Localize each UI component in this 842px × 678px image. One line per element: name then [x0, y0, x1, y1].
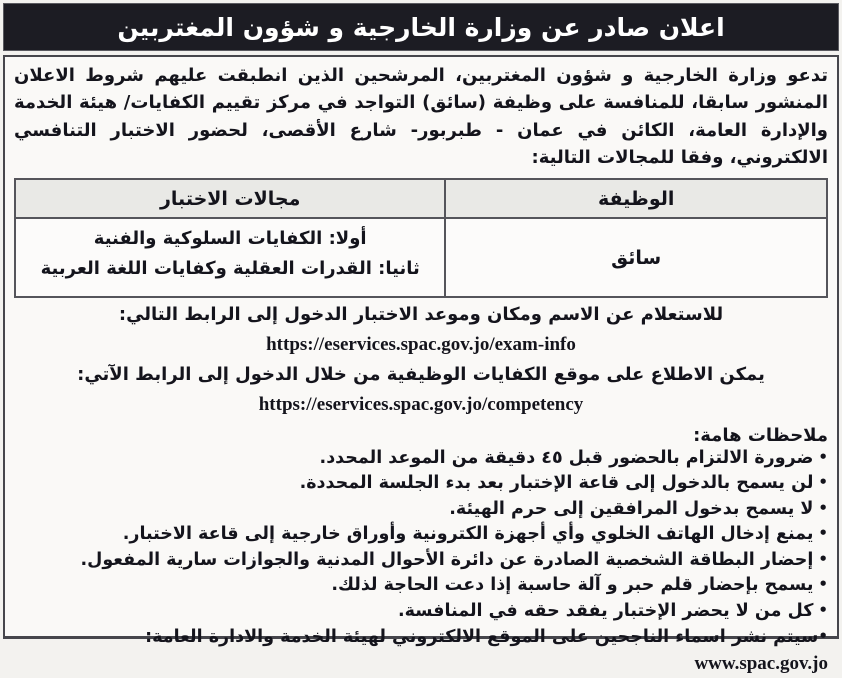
table-row: [15, 218, 827, 296]
job-cell: سائق: [445, 218, 827, 296]
note-text: يسمح بإحضار قلم حبر و آلة حاسبة إذا دعت الحاجة لذلك.: [331, 575, 814, 596]
note-item-no-phones: [14, 522, 828, 548]
note-text: كل من لا يحضر الإختبار يفقد حقه في المنافسة.: [397, 600, 814, 621]
competency-label: يمكن الاطلاع على موقع الكفايات الوظيفية من خلال الدخول إلى الرابط الآتي:: [77, 363, 765, 385]
bullet-icon: •: [818, 498, 828, 517]
column-header-job: الوظيفة: [445, 179, 827, 218]
note-text: لا يسمح بدخول المرافقين إلى حرم الهيئة.: [449, 498, 814, 519]
announcement-title: اعلان صادر عن وزارة الخارجية و شؤون المغتربين: [117, 12, 725, 42]
bullet-icon: •: [818, 473, 828, 492]
bullet-icon: •: [818, 524, 828, 543]
note-item-bring-id: [14, 548, 828, 574]
note-item-arrival: [14, 446, 828, 472]
note-text: إحضار البطاقة الشخصية الصادرة عن دائرة الأحوال المدنية والجوازات سارية المفعول.: [80, 549, 814, 570]
announcement-body: [3, 55, 839, 675]
notes-heading: ملاحظات هامة:: [693, 424, 828, 446]
bullet-icon: •: [818, 575, 828, 594]
note-item-pen-calculator: [14, 573, 828, 599]
exam-area-second: ثانيا: القدرات العقلية وكفايات اللغة العربية: [40, 258, 420, 280]
bullet-icon: •: [818, 549, 828, 568]
announcement-document: [0, 3, 842, 675]
spac-website-url: www.spac.gov.jo: [694, 653, 828, 675]
column-header-exam-areas: مجالات الاختبار: [15, 179, 445, 218]
exam-info-label: للاستعلام عن الاسم ومكان وموعد الاختبار الدخول إلى الرابط التالي:: [118, 303, 724, 325]
announcement-title-bar: [3, 3, 839, 51]
note-item-results-publication: [14, 625, 828, 678]
table-header-row: [15, 179, 827, 218]
note-item-no-companions: [14, 497, 828, 523]
exam-areas-cell: [15, 218, 445, 296]
jobs-table: [14, 178, 828, 297]
note-text: ضرورة الالتزام بالحضور قبل ٤٥ دقيقة من الموعد المحدد.: [319, 447, 814, 468]
competency-url: https://eservices.spac.gov.jo/competency: [258, 394, 584, 416]
intro-paragraph: تدعو وزارة الخارجية و شؤون المغتربين، المرشحين الذين انطبقت عليهم شروط الاعلان المنشور سابقا، للمنافسة على وظيفة (سائق) التواجد في مركز تقييم الكفايات/ هيئة الخدمة والإدارة العامة، الكائن في عمان - طبربور- شارع الأقصى، لحضور الاختبار التنافسي الالكتروني، وفقا للمجالات التالية:: [14, 65, 828, 169]
exam-info-url: https://eservices.spac.gov.jo/exam-info: [266, 334, 576, 356]
bullet-icon: •: [818, 600, 828, 619]
bullet-icon: •: [818, 626, 828, 645]
note-item-no-late-entry: [14, 471, 828, 497]
bullet-icon: •: [818, 447, 828, 466]
note-item-absence: [14, 599, 828, 625]
note-text: سيتم نشر اسماء الناجحين على الموقع الالكتروني لهيئة الخدمة والادارة العامة:: [145, 626, 819, 647]
exam-area-first: أولا: الكفايات السلوكية والفنية: [93, 228, 367, 250]
note-text: يمنع إدخال الهاتف الخلوي وأي أجهزة الكترونية وأوراق خارجية إلى قاعة الاختبار.: [122, 524, 814, 545]
note-text: لن يسمح بالدخول إلى قاعة الإختبار بعد بدء الجلسة المحددة.: [299, 473, 814, 494]
